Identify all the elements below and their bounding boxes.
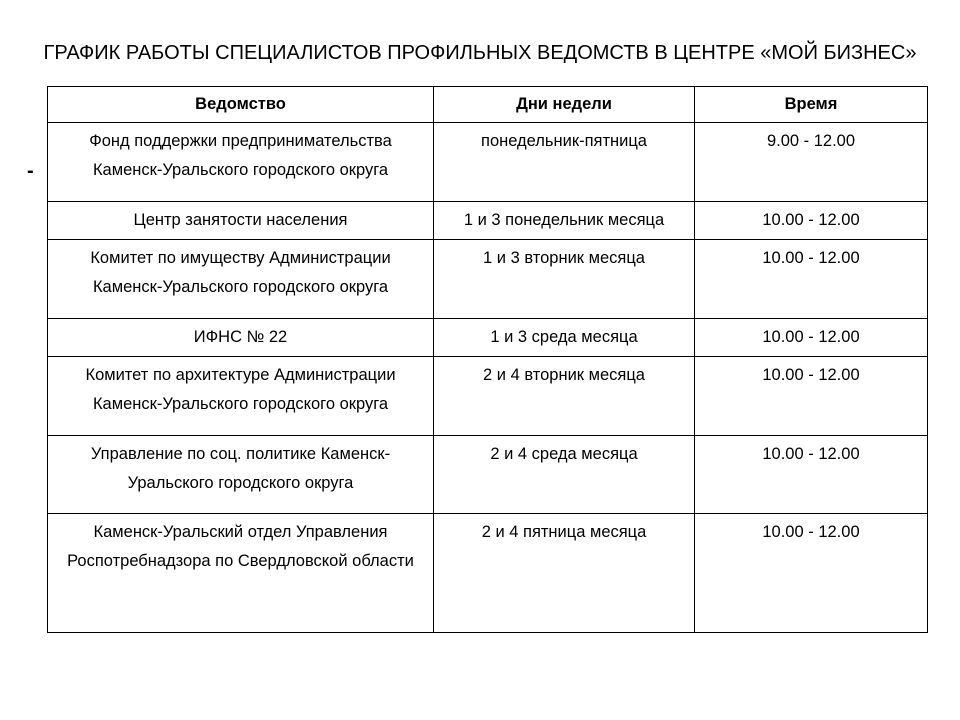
- table-row: [48, 514, 928, 633]
- table-row: [48, 123, 928, 202]
- cell-time: 9.00 - 12.00: [695, 123, 928, 202]
- cell-time: 10.00 - 12.00: [695, 514, 928, 633]
- cell-time: 10.00 - 12.00: [695, 319, 928, 357]
- table-row: [48, 240, 928, 319]
- cell-department: Комитет по архитектуре Администрации Каменск-Уральского городского округа: [48, 357, 434, 436]
- cell-days: 1 и 3 вторник месяца: [434, 240, 695, 319]
- cell-department: ИФНС № 22: [48, 319, 434, 357]
- cell-days: 2 и 4 пятница месяца: [434, 514, 695, 633]
- cell-days: 1 и 3 понедельник месяца: [434, 202, 695, 240]
- column-header-department: Ведомство: [48, 87, 434, 123]
- table-row: [48, 357, 928, 436]
- column-header-time: Время: [695, 87, 928, 123]
- table-header-row: [48, 87, 928, 123]
- table-row: [48, 202, 928, 240]
- cell-department: Центр занятости населения: [48, 202, 434, 240]
- page-title: ГРАФИК РАБОТЫ СПЕЦИАЛИСТОВ ПРОФИЛЬНЫХ ВЕДОМСТВ В ЦЕНТРЕ «МОЙ БИЗНЕС»: [43, 42, 917, 64]
- cell-days: 2 и 4 вторник месяца: [434, 357, 695, 436]
- column-header-days: Дни недели: [434, 87, 695, 123]
- table-row: [48, 319, 928, 357]
- cell-days: 2 и 4 среда месяца: [434, 436, 695, 514]
- cell-department: Управление по соц. политике Каменск-Уральского городского округа: [48, 436, 434, 514]
- cell-time: 10.00 - 12.00: [695, 357, 928, 436]
- side-dash-mark: -: [27, 160, 34, 182]
- cell-department: Каменск-Уральский отдел Управления Роспотребнадзора по Свердловской области: [48, 514, 434, 633]
- cell-time: 10.00 - 12.00: [695, 202, 928, 240]
- cell-department: Фонд поддержки предпринимательства Каменск-Уральского городского округа: [48, 123, 434, 202]
- cell-days: 1 и 3 среда месяца: [434, 319, 695, 357]
- schedule-table: [47, 86, 928, 633]
- cell-time: 10.00 - 12.00: [695, 240, 928, 319]
- table-row: [48, 436, 928, 514]
- cell-time: 10.00 - 12.00: [695, 436, 928, 514]
- cell-days: понедельник-пятница: [434, 123, 695, 202]
- cell-department: Комитет по имуществу Администрации Каменск-Уральского городского округа: [48, 240, 434, 319]
